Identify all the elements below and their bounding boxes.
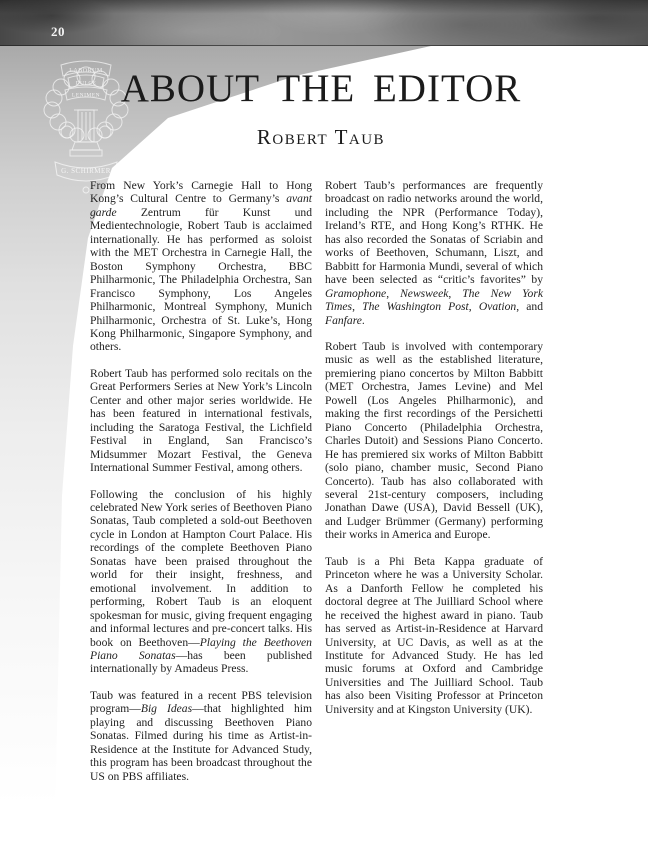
page-number: 20 [51,24,65,39]
body-columns [90,179,543,796]
paragraph: Robert Taub’s performances are frequently broadcast on radio networks around the world, including the NPR (Performance Today), Ireland’s RTE, and Hong Kong’s RTHK. He has also recorded the Sonatas of Scriabin and works of Beethoven, Schumann, Liszt, and Babbitt for Harmonia Mundi, several of which have been selected as “critic’s favorites” by Gramophone, Newsweek, The New York Times, The Washington Post, Ovation, and Fanfare. [325,179,544,327]
paragraph: Taub was featured in a recent PBS television program—Big Ideas—that highlighted him playing and discussing Beethoven Piano Sonatas. Filmed during his time as Artist-in-Residence at the Institute for Advanced Study, this program has been broadcast throughout the US on PBS affiliates. [90,688,312,783]
paragraph: Following the conclusion of his highly celebrated New York series of Beethoven Piano Sonatas, Taub completed a sold-out Beethoven cycle in London at Hampton Court Palace. His recordings of the complete Beethoven Piano Sonatas have been praised throughout the world for their insight, freshness, and emotional involvement. In addition to performing, Robert Taub is an eloquent spokesman for music, giving frequent engaging and informal lectures and pre-concert talks. His book on Beethoven—Playing the Beethoven Piano Sonatas—has been published internationally by Amadeus Press. [90,487,312,676]
header-band [0,0,648,46]
seal-motto-mid: DULCE [75,80,97,87]
paragraph: Robert Taub has performed solo recitals on the Great Performers Series at New York’s Lincoln Center and other major series worldwide. He has been featured in international festivals, including the Saratoga Festival, the Lichfield Festival in England, San Francisco’s Midsummer Mozart Festival, the Geneva International Summer Festival, among others. [90,366,312,475]
right-column [325,179,543,796]
paragraph: Taub is a Phi Beta Kappa graduate of Princeton where he was a University Scholar. As a Danforth Fellow he completed his doctoral degree at The Juilliard School where he received the highest award in piano. Taub has served as Artist-in-Residence at Harvard University, at UC Davis, as well as at the Institute for Advanced Study. He has led music forums at Oxford and Cambridge Universities and The Juilliard School. Taub has also been Visiting Professor at Princeton University and at Kingston University (UK). [325,554,543,716]
left-column [90,179,312,796]
seal-publisher-label: G. SCHIRMER [61,167,111,175]
seal-motto-low: LENIMEN [71,92,101,99]
paragraph: From New York’s Carnegie Hall to Hong Kong’s Cultural Centre to Germany’s avant garde Zentrum für Kunst und Medientechnologie, Robert Taub is acclaimed internationally. He has performed as soloist with the MET Orchestra in Carnegie Hall, the Boston Symphony Orchestra, BBC Philharmonic, The Philadelphia Orchestra, San Francisco Symphony, Los Angeles Philharmonic, Montreal Symphony, Munich Philharmonic, Orchestra of St. Luke’s, Hong Kong Philharmonic, Singapore Symphony, and others. [90,179,312,354]
page-title: ABOUT THE EDITOR [120,67,522,110]
heading-block [92,68,550,150]
paragraph: Robert Taub is involved with contemporary music as well as the established literature, premiering piano concertos by Milton Babbitt (MET Orchestra, James Levine) and Mel Powell (Los Angeles Philharmonic), and making the first recordings of the Persichetti Piano Concerto (Philadelphia Orchestra, Charles Dutoit) and Sessions Piano Concerto. He has premiered six works of Milton Babbitt (solo piano, chamber music, Second Piano Concerto). Taub has also collaborated with several 21st-century composers, including Jonathan Dawe (USA), David Bessell (UK), and Ludger Brümmer (Germany) performing their works in America and Europe. [325,339,543,542]
seal-motto-top: LABORUM [69,68,103,74]
page-subtitle: Robert Taub [256,124,386,149]
